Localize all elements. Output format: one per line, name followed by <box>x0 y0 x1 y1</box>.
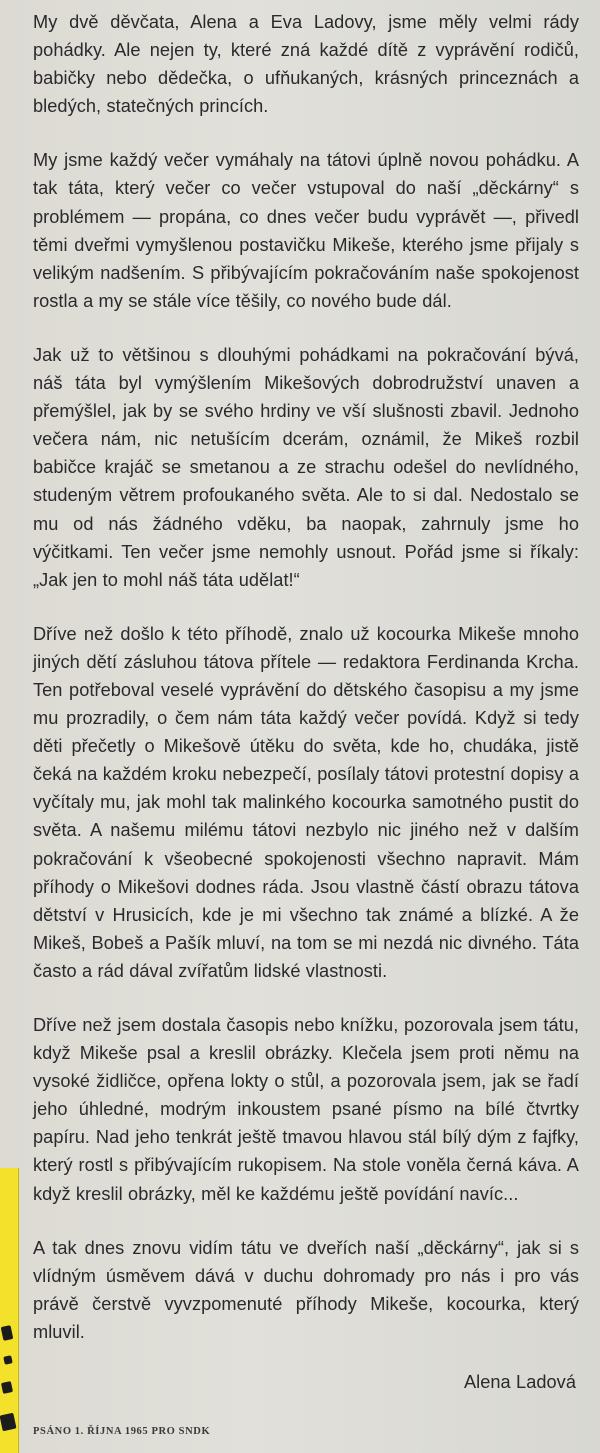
paragraph-5: Dříve než jsem dostala časopis nebo knížku, pozorovala jsem tátu, když Mikeše psal a kreslil obrázky. Klečela jsem proti němu na vysoké židličce, opřena lokty o stůl, a pozorovala jsem, jak se řadí jeho úhledné, modrým inkoustem psané písmo na bílé čtvrtky papíru. Nad jeho tenkrát ještě tmavou hlavou stál bílý dým z fajfky, který rostl s přibývajícím rukopisem. Na stole voněla černá káva. A když kreslil obrázky, měl ke každému ještě povídání navíc... <box>33 1015 579 1204</box>
paragraph-2: My jsme každý večer vymáhaly na tátovi úplně novou pohádku. A tak táta, který večer co večer vstupoval do naší „děckárny“ s problémem — propána, co dnes večer budu vyprávět —, přivedl těmi dveřmi vymyšlenou postavičku Mikeše, kterého jsme přijaly s velikým nadšením. S přibývajícím pokračováním naše spokojenost rostla a my se stále více těšily, co nového bude dál. <box>33 150 579 311</box>
strip-mark <box>0 1413 17 1432</box>
strip-mark <box>1 1381 13 1394</box>
yellow-edge-strip <box>0 1168 19 1453</box>
signature: Alena Ladová <box>463 1372 576 1393</box>
strip-mark <box>3 1355 12 1364</box>
strip-mark <box>1 1325 14 1341</box>
text-block <box>33 8 579 1396</box>
paragraph-4: Dříve než došlo k této příhodě, znalo už kocourka Mikeše mnoho jiných dětí zásluhou tátova přítele — redaktora Ferdinanda Krcha. Ten potřeboval veselé vyprávění do dětského časopisu a my jsme mu prozradily, o čem nám táta každý večer povídá. Když si tedy děti přečetly o Mikešově útěku do světa, kde ho, chudáka, jistě čeká na každém kroku nebezpečí, posílaly tátovi protestní dopisy a vyčítaly mu, jak mohl tak malinkého kocourka samotného pustit do světa. A našemu milému tátovi nezbylo nic jiného než v dalším pokračování k všeobecné spokojenosti všechno napravit. Mám příhody o Mikešovi dodnes ráda. Jsou vlastně částí obrazu tátova dětství v Hrusicích, kde je mi všechno tak známé a blízké. A že Mikeš, Bobeš a Pašík mluví, na tom se mi nezdá nic divného. Táta často a rád dával zvířatům lidské vlastnosti. <box>33 623 579 981</box>
paragraph-6: A tak dnes znovu vidím tátu ve dveřích naší „děckárny“, jak si s vlídným úsměvem dává v duchu dohromady pro nás i pro vás právě čerstvě vyvzpomenuté příhody Mikeše, kocourka, který mluvil. <box>33 1237 579 1342</box>
paragraph-3: Jak už to většinou s dlouhými pohádkami na pokračování bývá, náš táta byl vymýšlením Mikešových dobrodružství unaven a přemýšlel, jak by se svého hrdiny ve vší slušnosti zbavil. Jednoho večera nám, nic netušícím dcerám, oznámil, že Mikeš rozbil babičce krajáč se smetanou a ze strachu odešel do nevlídného, studeným větrem profoukaného světa. Ale to si dal. Nedostalo se mu od nás žádného vděku, ba naopak, zahrnuly jsme ho výčitkami. Ten večer jsme nemohly usnout. Pořád jsme si říkaly: „Jak jen to mohl náš táta udělat!“ <box>33 344 579 590</box>
footer-note: PSÁNO 1. ŘÍJNA 1965 PRO SNDK <box>33 1426 211 1437</box>
paragraph-1: My dvě děvčata, Alena a Eva Ladovy, jsme měly velmi rády pohádky. Ale nejen ty, které zná každé dítě z vyprávění rodičů, babičky nebo dědečka, o ufňukaných, krásných princeznách a bledých, statečných princích. <box>33 12 579 117</box>
